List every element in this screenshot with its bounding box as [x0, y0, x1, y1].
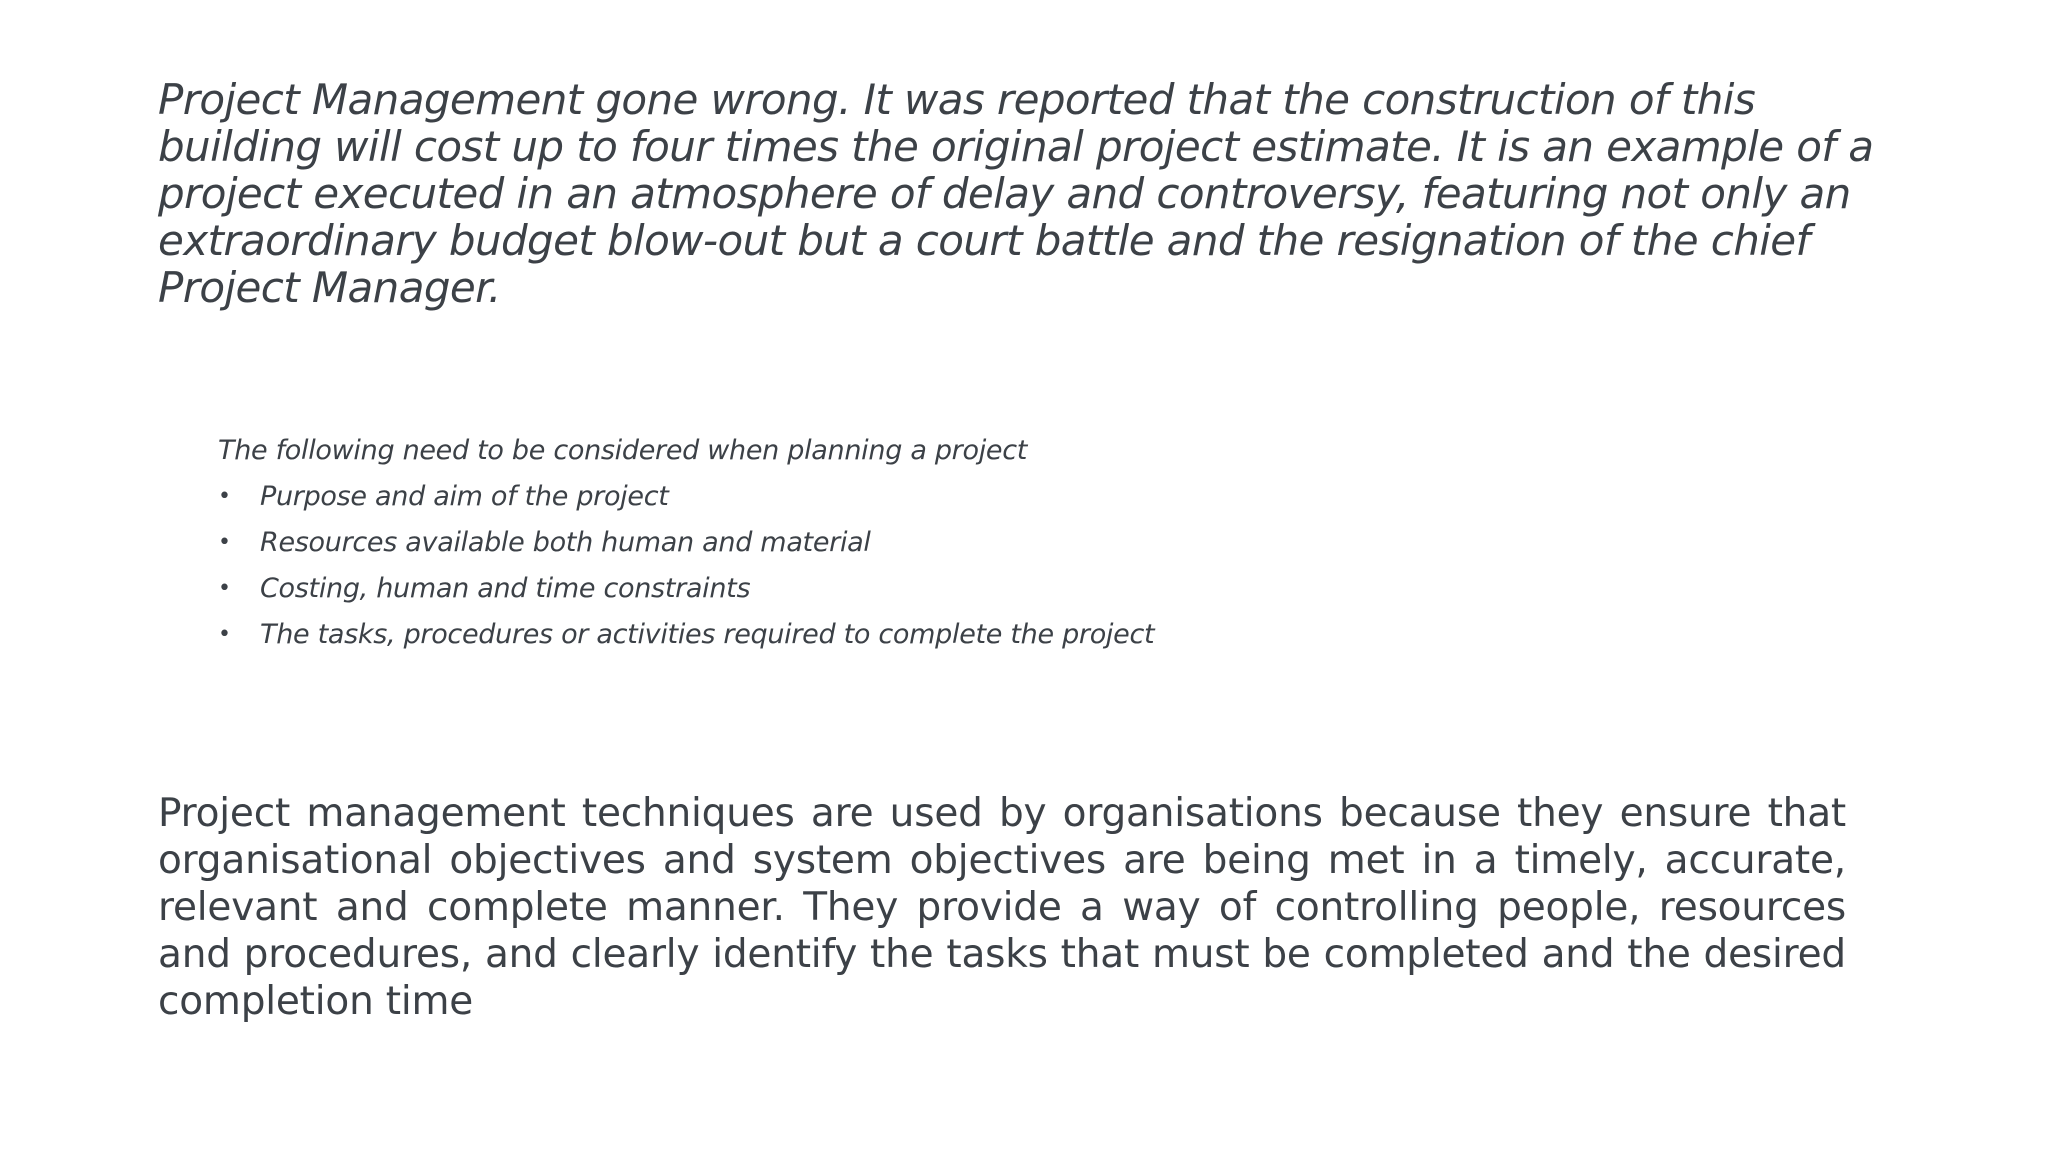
list-item-text: Purpose and aim of the project — [260, 481, 669, 512]
list-item — [218, 520, 1618, 566]
bullet-icon: • — [218, 576, 231, 601]
bullet-icon: • — [218, 622, 231, 647]
planning-considerations — [218, 428, 1618, 658]
list-item-text: The tasks, procedures or activities required to complete the project — [260, 619, 1155, 650]
list-item-text: Costing, human and time constraints — [260, 573, 751, 604]
bullet-icon: • — [218, 530, 231, 555]
list-item — [218, 566, 1618, 612]
list-item — [218, 612, 1618, 658]
bullet-icon: • — [218, 484, 231, 509]
considerations-lead: The following need to be considered when planning a project — [218, 435, 1028, 466]
list-item-text: Resources available both human and material — [260, 527, 871, 558]
considerations-list — [218, 474, 1618, 658]
list-item — [218, 474, 1618, 520]
summary-paragraph: Project management techniques are used by organisations because they ensure that organisational objectives and system objectives are being met in a timely, accurate, relevant and complete manner. They provide a way of controlling people, resources and procedures, and clearly identify the tasks that must be completed and the desired completion time — [158, 791, 1846, 1024]
intro-paragraph: Project Management gone wrong. It was reported that the construction of this building will cost up to four times the original project estimate. It is an example of a project executed in an atmosphere of delay and controversy, featuring not only an extraordinary budget blow-out but a court battle and the resignation of the chief Project Manager. — [158, 75, 1874, 312]
